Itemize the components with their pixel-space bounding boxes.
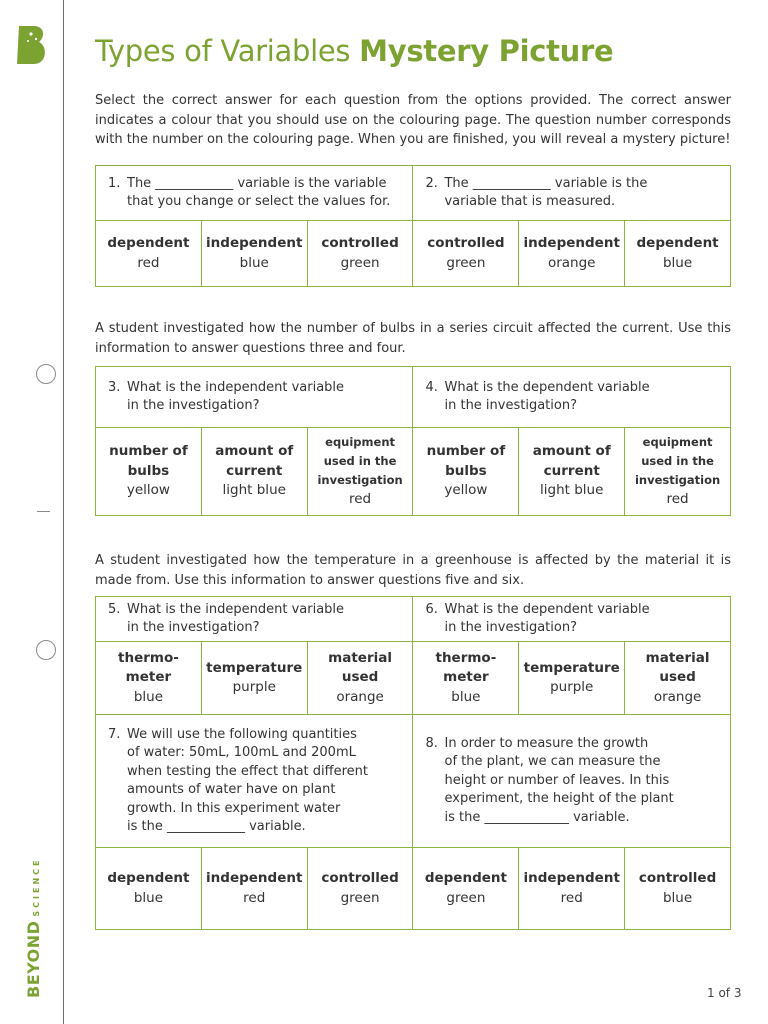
question-2: 2. The ____________ variable is the variable that is measured. (413, 166, 731, 221)
answer-option[interactable]: thermo- meter blue (96, 642, 202, 715)
title-light: Types of Variables (95, 34, 351, 68)
answer-option[interactable]: number of bulbs yellow (413, 428, 519, 516)
question-table-5-8 (95, 596, 731, 930)
punch-hole (36, 364, 56, 384)
answer-option[interactable]: dependent blue (625, 221, 731, 287)
question-1: 1. The ____________ variable is the variable that you change or select the values for. (96, 166, 413, 221)
answer-option[interactable]: independent red (201, 848, 307, 930)
page-title (95, 34, 613, 68)
fold-mark (37, 511, 50, 512)
answer-option[interactable]: controlled green (413, 221, 519, 287)
answer-option[interactable]: material used orange (625, 642, 731, 715)
question-5: 5. What is the independent variable in the investigation? (96, 597, 413, 642)
question-7: 7. We will use the following quantities of water: 50mL, 100mL and 200mL when testing the effect that different amounts of water have on plant growth. In this experiment water is the ____________ variable. (96, 715, 413, 848)
answer-option[interactable]: amount of current light blue (201, 428, 307, 516)
answer-option[interactable]: controlled green (307, 848, 413, 930)
brand-name: BEYOND (24, 920, 43, 998)
answer-option[interactable]: independent red (519, 848, 625, 930)
answer-option[interactable]: equipment used in the investigation red (625, 428, 731, 516)
answer-option[interactable]: dependent red (96, 221, 202, 287)
question-8: 8. In order to measure the growth of the plant, we can measure the height or number of leaves. In this experiment, the height of the plant is the _____________ variable. (413, 715, 731, 848)
answer-option[interactable]: independent blue (201, 221, 307, 287)
answer-option[interactable]: equipment used in the investigation red (307, 428, 413, 516)
answer-option[interactable]: thermo- meter blue (413, 642, 519, 715)
answer-option[interactable]: dependent blue (96, 848, 202, 930)
question-table-1-2 (95, 165, 731, 287)
binder-margin-line (63, 0, 64, 1024)
answer-option[interactable]: material used orange (307, 642, 413, 715)
title-bold: Mystery Picture (359, 34, 614, 68)
answer-option[interactable]: controlled blue (625, 848, 731, 930)
answer-option[interactable]: dependent green (413, 848, 519, 930)
page-number: 1 of 3 (707, 986, 742, 1000)
section-3-intro: A student investigated how the temperature in a greenhouse is affected by the material it is made from. Use this information to answer questions five and six. (95, 553, 731, 588)
beyond-logo-icon (14, 24, 50, 66)
question-table-3-4 (95, 366, 731, 516)
question-3: 3. What is the independent variable in the investigation? (96, 367, 413, 428)
answer-option[interactable]: independent orange (519, 221, 625, 287)
brand-vertical (24, 857, 43, 998)
question-4: 4. What is the dependent variable in the investigation? (413, 367, 731, 428)
answer-option[interactable]: controlled green (307, 221, 413, 287)
answer-option[interactable]: temperature purple (201, 642, 307, 715)
answer-option[interactable]: temperature purple (519, 642, 625, 715)
brand-subname: SCIENCE (32, 857, 41, 917)
punch-hole (36, 640, 56, 660)
answer-option[interactable]: number of bulbs yellow (96, 428, 202, 516)
answer-option[interactable]: amount of current light blue (519, 428, 625, 516)
section-2-intro: A student investigated how the number of bulbs in a series circuit affected the current. Use this information to answer questions three and four. (95, 321, 731, 356)
question-6: 6. What is the dependent variable in the investigation? (413, 597, 731, 642)
intro-paragraph: Select the correct answer for each question from the options provided. The correct answer indicates a colour that you should use on the colouring page. The question number corresponds with the number on the colouring page. When you are finished, you will reveal a mystery picture! (95, 93, 731, 147)
